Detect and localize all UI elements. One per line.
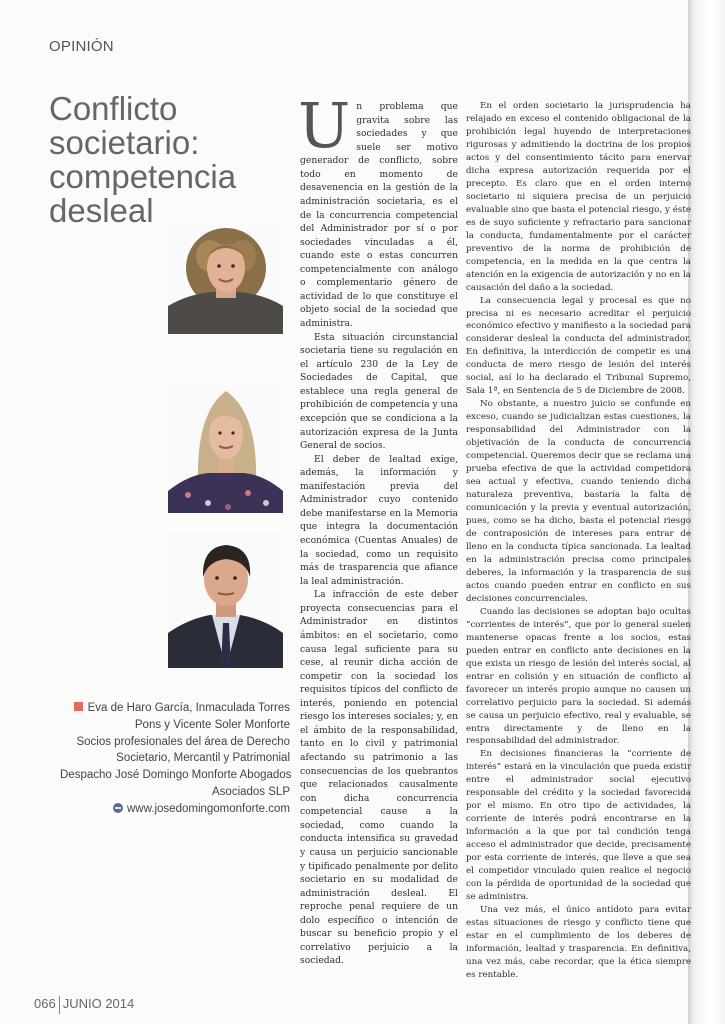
article-paragraph: En decisiones financieras la “corriente de interés” estará en la vinculación que pueda existir entre el administrador social ejecutivo responsable del crédito y la sociedad favorecida por el mismo. En otro tipo de actividades, la corriente de interés podrá encontrarse en la información a la que por tal condición tenga acceso el administrador que decide, precisamente por esta corriente de interés, que lleve a que sea el competidor vinculado quien realice el negocio con la pérdida de oportunidad de la sociedad que se administra. <box>466 749 691 903</box>
author-credits <box>60 700 290 818</box>
title-line: competencia <box>49 158 237 195</box>
page-binding-edge <box>688 0 725 1024</box>
article-paragraph: No obstante, a nuestro juicio se confunde en exceso, cuando se judicializan estas cuestiones, la responsabilidad del Administrador con la objetivación de la conducta de concurrencia competencial. Queremos decir que se reclama una prueba efectiva de que la actividad competidora sea actual y efectiva, cuando teniendo dicha naturaleza preventiva, bastaría la falta de comunicación y la previa y eventual autorización, pues, como se ha dicho, basta el potencial riesgo de contraposición de intereses para entrar de lleno en la conducta típica sancionada. La lealtad en la administración precisa como principales deberes, la información y la trasparencia de sus actos cuando pueden entrar en conflicto en sus decisiones concurrenciales. <box>466 399 691 604</box>
authors-line: Eva de Haro García, Inmaculada Torres <box>87 702 290 714</box>
title-line: desleal <box>49 192 154 229</box>
firm-line: Despacho José Domingo Monforte Abogados <box>60 769 292 782</box>
firm-line: Asociados SLP <box>212 785 290 798</box>
article-paragraph: En el orden societario la jurisprudencia ha relajado en exceso el contenido obligacional de la prohibición legal huyendo de interpretaciones rigurosas y admitiendo la doctrina de los propios actos y del consentimiento tácito para enervar dicha expresa autorización requerida por el precepto. Es claro que en el orden interno societario ni siquiera precisa de un perjuicio evaluable sino que basta el potencial riesgo, y éste es de suyo suficiente y refractario para sancionar la conducta, fundamentalmente por el carácter preventivo de la norma de prohibición de competencia, en la medida en la que centra la atención en la exigencia de autorización y no en la causación del daño a la sociedad. <box>466 101 691 293</box>
article-paragraph: El deber de lealtad exige, además, la información y manifestación previa del Administrador cuyo contenido debe manifestarse en la Memoria que integra la documentación económica (Cuentas Anuales) de la sociedad, como un requisito más de trasparencia que afiance la leal administración. <box>300 453 458 587</box>
footer-divider <box>59 996 60 1014</box>
article-column-2 <box>466 100 691 982</box>
title-line: societario: <box>49 124 200 161</box>
page-number: 066 <box>34 996 56 1011</box>
role-line: Socios profesionales del área de Derecho <box>76 735 290 748</box>
article-column-1 <box>298 89 458 968</box>
article-paragraph: Esta situación circunstancial societaria tiene su regulación en el artículo 230 de la Ley de Sociedades de Capital, que establece una regla general de prohibición de competencia y una excepción que se condiciona a la autorización expresa de la Junta General de socios. <box>300 331 458 452</box>
article-title <box>49 92 236 228</box>
article-paragraph: La consecuencia legal y procesal es que no precisa ni es necesario acreditar el perjuicio económico efectivo y manifiesto a la sociedad para considerar desleal la conducta del administrador. En definitiva, la interdicción de competir es una conducta de mero riesgo de lesión del interés social, así lo ha declarado el Tribunal Supremo, Sala 1ª, en Sentencia de 5 de Diciembre de 2008. <box>466 295 691 397</box>
article-paragraph: Cuando las decisiones se adoptan bajo ocultas “corrientes de interés”, que por lo general suelen mantenerse opacas frente a los socios, estas pueden entrar en conflicto ante decisiones en la que exista un riesgo de lesión del interés social, al entrar en colisión y en situación de conflicto al favorecer un interés propio aunque no causen un correlativo perjuicio para la sociedad. Si además se causa un perjuicio efectivo, real y evaluable, se entra directamente y de lleno en la responsabilidad del administrador. <box>466 606 691 747</box>
accent-square-icon <box>74 702 83 711</box>
section-label: OPINIÓN <box>49 38 114 55</box>
author-photo-2 <box>168 383 283 513</box>
role-line: Societario, Mercantil y Patrimonial <box>116 752 290 765</box>
drop-cap: U <box>298 89 351 162</box>
globe-icon <box>113 803 123 813</box>
authors-line: Pons y Vicente Soler Monforte <box>134 718 290 731</box>
article-paragraph: La infracción de este deber proyecta consecuencias para el Administrador en distintos ámbitos: en el societario, como causa legal suficiente para su cese, al reunir dicha acción de competir con la sociedad los requisitos típicos del conflicto de interés, poniendo en potencial riesgo los intereses sociales; y, en el ámbito de la responsabilidad, tanto en lo civil y patrimonial afectando su patrimonio a las consecuencias de los quebrantos que relacionados causalmente con dicha concurrencia competencial cause a la sociedad, como cuando la conducta intensifica su gravedad y causa un perjuicio sancionable y tipificado penalmente por delito societario en su modalidad de administración desleal. El reproche penal requiere de un dolo específico o intención de buscar su beneficio propio y el correlativo perjuicio a la sociedad. <box>300 589 458 967</box>
page-footer <box>34 996 134 1014</box>
issue-date: JUNIO 2014 <box>62 996 135 1011</box>
article-paragraph: Una vez más, el único antídoto para evitar estas situaciones de riesgo y conflicto tiene que estar en el cumplimiento de los deberes de información, lealtad y trasparencia. En definitiva, una vez más, cabe recordar, que la ética siempre es rentable. <box>466 905 691 980</box>
author-photo-3 <box>168 533 283 668</box>
author-photo-1 <box>168 226 283 334</box>
website-link[interactable]: www.josedomingomonforte.com <box>127 802 290 815</box>
title-line: Conflicto <box>49 90 178 127</box>
paragraph-text: n problema que gravita sobre las sociedades y que suele ser motivo generador de conflicto, sobre todo en momento de desavenencia en la gestión de la administración societaria, es el de la concurrencia competencial del Administrador por sí o por sociedades vinculadas a él, cuando este o estas concurren competencialmente con análogo o complementario género de actividad de lo que constituye el objeto social de la sociedad que administra. <box>300 101 458 329</box>
article-paragraph <box>298 89 458 331</box>
